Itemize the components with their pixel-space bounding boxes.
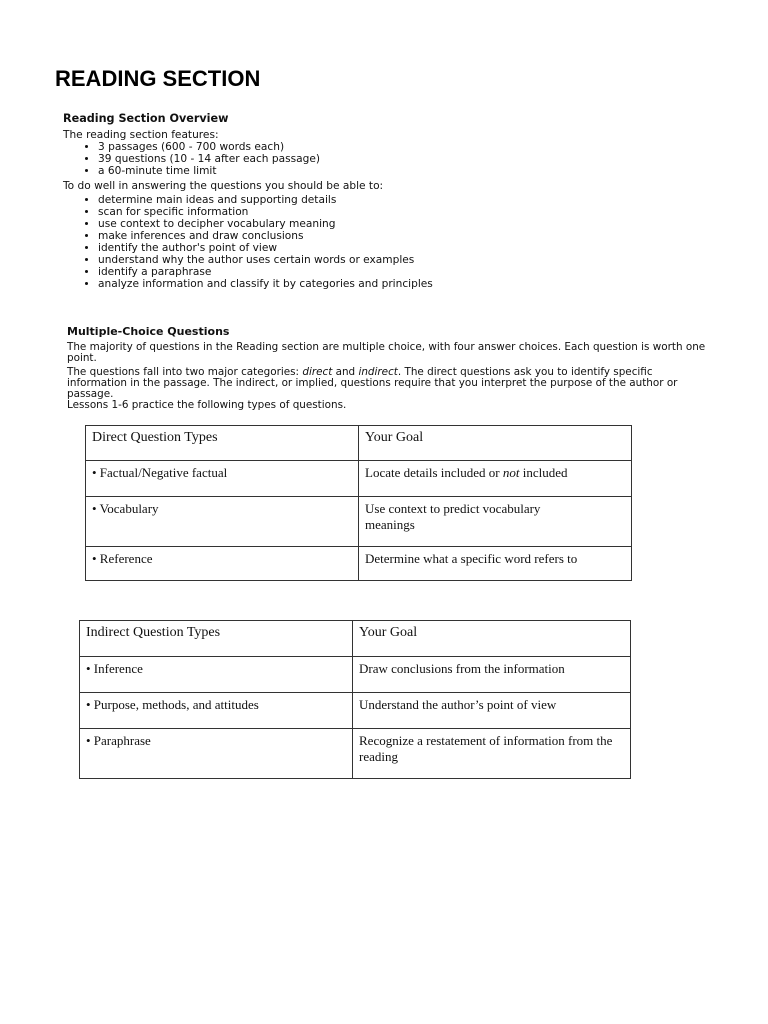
- table-header-row: [80, 621, 631, 657]
- table-cell: • Paraphrase: [80, 729, 353, 779]
- direct-question-types-table: [85, 425, 632, 581]
- features-intro: The reading section features:: [63, 129, 219, 141]
- table-cell: Locate details included or not included: [359, 461, 632, 497]
- multiple-choice-section: [67, 325, 707, 411]
- table-cell: Understand the author’s point of view: [353, 693, 631, 729]
- mcq-paragraph-2: The questions fall into two major categories: direct and indirect. The direct questions ask you to identify specific information in the passage. The indirect, or implied, questions require that you interpret the purpose of the author or passage.: [67, 366, 678, 400]
- list-item: • determine main ideas and supporting details: [98, 194, 723, 206]
- page-title: READING SECTION: [55, 66, 261, 91]
- mcq-heading: Multiple-Choice Questions: [67, 325, 230, 338]
- table-header-cell: Your Goal: [353, 621, 631, 657]
- list-item: • use context to decipher vocabulary meaning: [98, 218, 723, 230]
- list-item: • identify the author's point of view: [98, 242, 723, 254]
- table-cell: Use context to predict vocabulary meanings: [359, 497, 632, 547]
- table-cell: • Vocabulary: [86, 497, 359, 547]
- table-header-cell: Indirect Question Types: [80, 621, 353, 657]
- table-row: [80, 693, 631, 729]
- table-cell: Recognize a restatement of information from the reading: [353, 729, 631, 779]
- skills-intro: To do well in answering the questions you should be able to:: [63, 180, 384, 192]
- list-item: • a 60-minute time limit: [98, 165, 723, 177]
- list-item: • scan for specific information: [98, 206, 723, 218]
- table-cell: Draw conclusions from the information: [353, 657, 631, 693]
- table-cell: • Reference: [86, 547, 359, 581]
- table-header-cell: Direct Question Types: [86, 426, 359, 461]
- table-row: [80, 657, 631, 693]
- list-item: • 39 questions (10 - 14 after each passage): [98, 153, 723, 165]
- table-cell: Determine what a specific word refers to: [359, 547, 632, 581]
- list-item: • identify a paraphrase: [98, 266, 723, 278]
- table-cell: • Purpose, methods, and attitudes: [80, 693, 353, 729]
- skills-list: [63, 194, 723, 290]
- reading-overview-section: [63, 112, 723, 290]
- list-item: • make inferences and draw conclusions: [98, 230, 723, 242]
- list-item: • 3 passages (600 - 700 words each): [98, 141, 723, 153]
- indirect-question-types-table: [79, 620, 631, 779]
- list-item: • analyze information and classify it by categories and principles: [98, 278, 723, 290]
- table-cell: • Factual/Negative factual: [86, 461, 359, 497]
- table-row: [86, 497, 632, 547]
- list-item: • understand why the author uses certain words or examples: [98, 254, 723, 266]
- features-list: [63, 141, 723, 177]
- table-header-row: [86, 426, 632, 461]
- table-cell: • Inference: [80, 657, 353, 693]
- table-row: [80, 729, 631, 779]
- table-row: [86, 547, 632, 581]
- table-row: [86, 461, 632, 497]
- overview-heading: Reading Section Overview: [63, 112, 229, 125]
- mcq-paragraph-3: Lessons 1-6 practice the following types of questions.: [67, 399, 347, 411]
- table-header-cell: Your Goal: [359, 426, 632, 461]
- mcq-paragraph-1: The majority of questions in the Reading section are multiple choice, with four answer choices. Each question is worth one point.: [67, 341, 706, 364]
